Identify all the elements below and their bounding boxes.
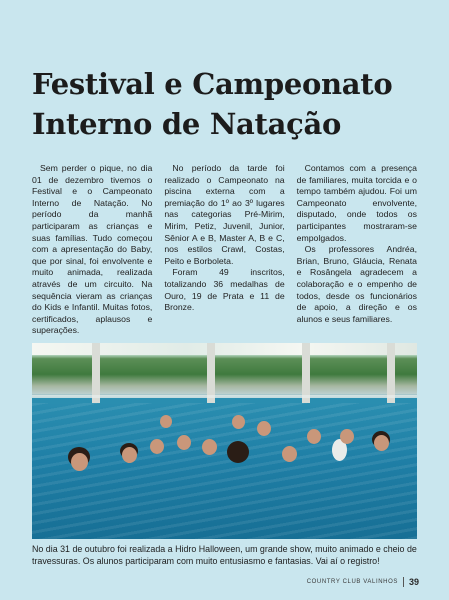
photo-swimmer [202,439,217,455]
title-line-1: Festival e Campeonato [32,67,393,101]
photo-caption: No dia 31 de outubro foi realizada a Hidro Halloween, um grande show, muito animado e cheio de travessuras. Os alunos participaram com muito entusiasmo e fantasias. Vai aí o registro! [32,544,417,566]
article-title [32,64,432,144]
photo-swimmer [177,435,191,450]
footer-divider [403,577,404,587]
photo-swimmer [257,421,271,436]
pool-photo [32,343,417,539]
column-3-paragraph-1: Contamos com a presença de familiares, muita torcida e o tempo também ajudou. Foi um Campeonato envolvente, disputado, onde todos os participantes mostraram-se empolgados. [296,163,417,243]
column-1-paragraph: Sem perder o pique, no dia 01 de dezembro tivemos o Festival e o Campeonato Interno de Natação. No período da manhã participaram as crianças e suas famílias. Tudo começou com a apresentação do Baby, que por sinal, foi envolvente e muito animada, realizada através de um circuito. Na sequência vieram as crianças do Kids e Infantil. Muitas fotos, certificados, aplausos e superações. [32,163,153,336]
photo-swimmer [232,415,245,429]
photo-canopy [32,343,417,355]
photo-swimmer [122,447,137,463]
photo-swimmer [71,453,88,471]
page-footer [307,577,419,587]
title-line-2: Interno de Natação [32,107,341,141]
photo-pillar [92,343,100,403]
column-2-paragraph-1: No período da tarde foi realizado o Campeonato na piscina externa com a premiação do 1º ao 3º lugares nas categorias Pré-Mirim, Mirim, Petiz, Juvenil, Junior, Sênior A e B, Master A, B e C, nos estilos Crawl, Costas, Peito e Borboleta. [164,163,285,266]
photo-water [32,403,417,539]
photo-rail [32,395,417,398]
photo-swimmer [374,435,389,451]
article-body [32,163,417,353]
photo-swimmer [160,415,172,428]
photo-pillar [387,343,395,403]
photo-swimmer [282,446,297,462]
column-1 [32,163,152,353]
photo-swimmer [307,429,321,444]
column-3-paragraph-2: Os professores Andréa, Brian, Bruno, Gláucia, Renata e Rosângela agradecem a colaboração e o empenho de todos, desde os funcionários de apoio, a direção e os alunos e seus familiares. [296,244,417,324]
photo-swimmer [340,429,354,444]
photo-swimmer [227,441,249,463]
photo-pillar [207,343,215,403]
photo-pillar [302,343,310,403]
page-number: 39 [408,577,419,587]
column-3 [297,163,417,353]
footer-club-name: COUNTRY CLUB VALINHOS [306,579,398,585]
column-2 [164,163,284,353]
column-2-paragraph-2: Foram 49 inscritos, totalizando 36 medalhas de Ouro, 19 de Prata e 11 de Bronze. [164,267,285,313]
photo-swimmer [150,439,164,454]
